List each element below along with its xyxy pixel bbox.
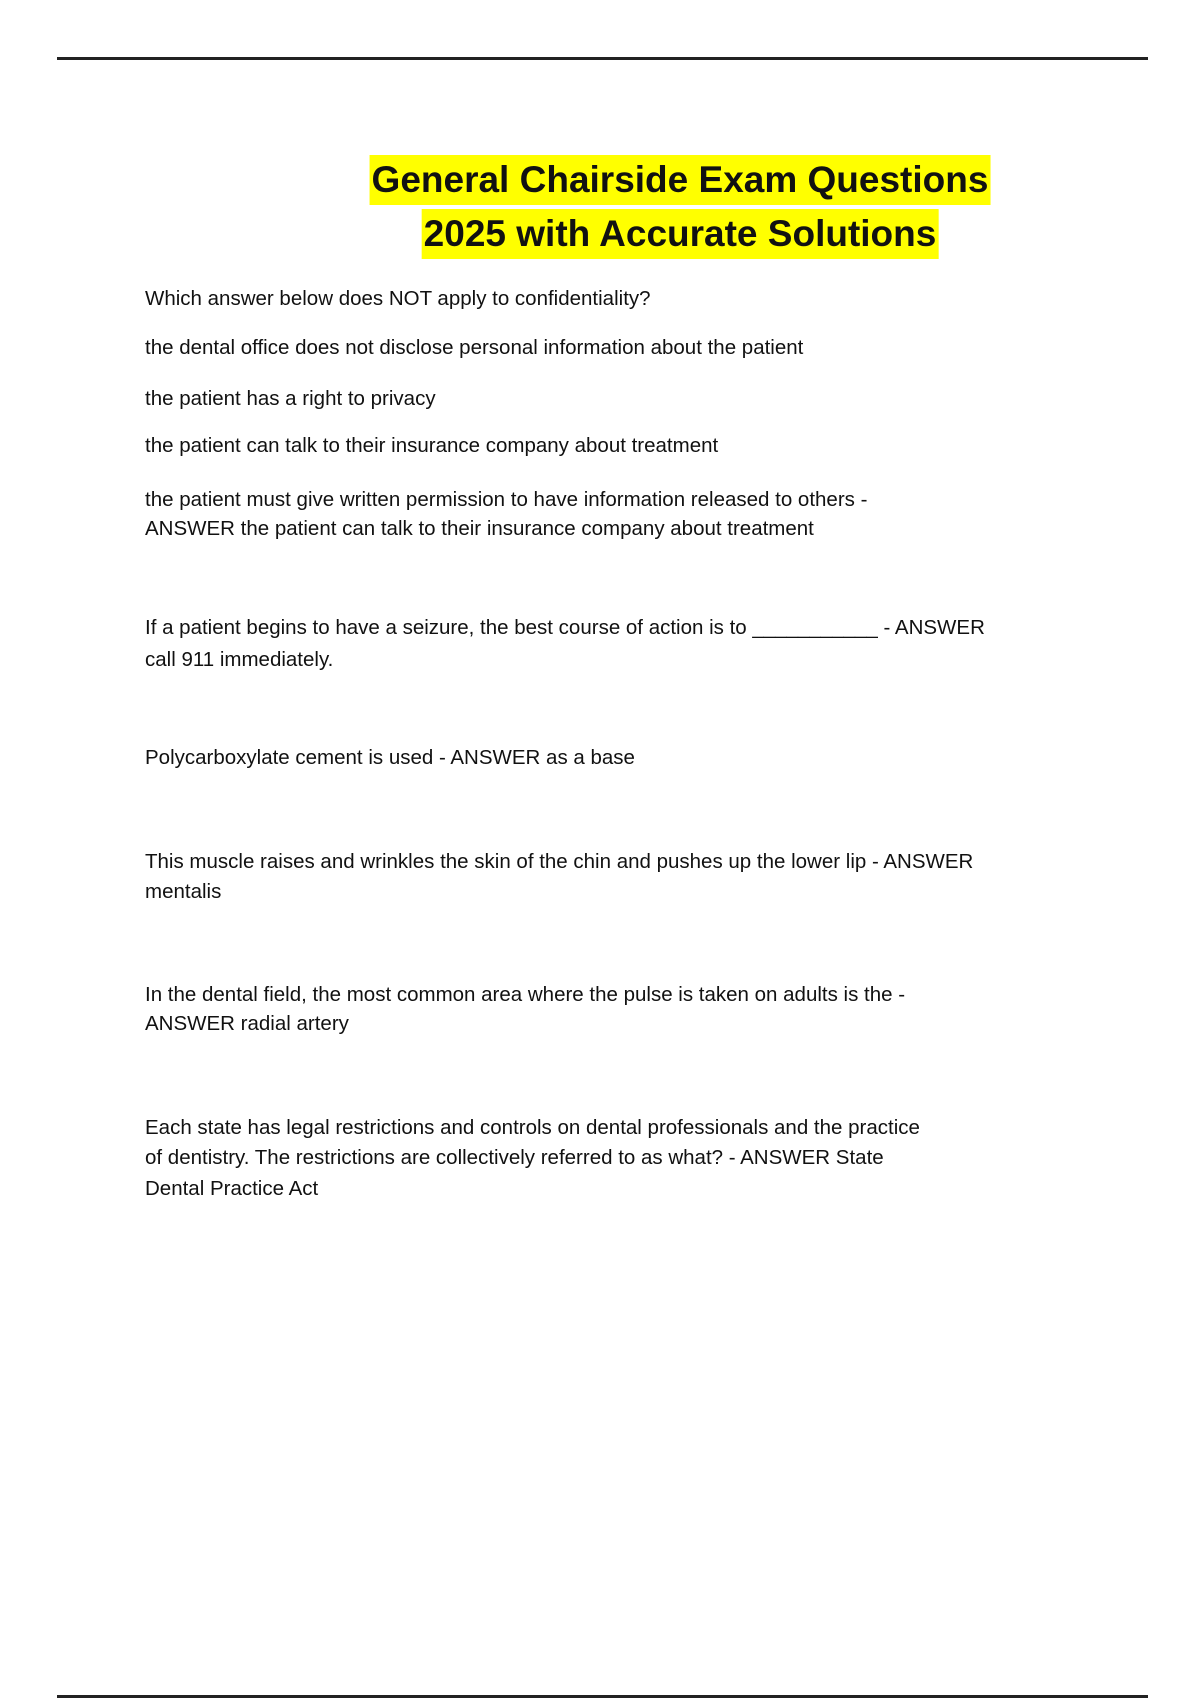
answer-line: Dental Practice Act <box>145 1177 319 1200</box>
question-line: This muscle raises and wrinkles the skin of the chin and pushes up the lower lip - ANSWER <box>145 850 974 873</box>
answer-line: mentalis <box>145 880 222 903</box>
question-line: the patient has a right to privacy <box>145 387 436 410</box>
title-line-2: 2025 with Accurate Solutions <box>422 209 939 259</box>
answer-line: ANSWER radial artery <box>145 1012 349 1035</box>
question-line: the patient can talk to their insurance company about treatment <box>145 434 719 457</box>
question-line: Which answer below does NOT apply to confidentiality? <box>145 287 651 310</box>
question-line: If a patient begins to have a seizure, the best course of action is to ___________ - ANSWER <box>145 616 985 639</box>
question-line: Polycarboxylate cement is used - ANSWER as a base <box>145 746 635 769</box>
question-line: the patient must give written permission to have information released to others - <box>145 488 868 511</box>
answer-line: ANSWER the patient can talk to their insurance company about treatment <box>145 517 814 540</box>
question-line: the dental office does not disclose personal information about the patient <box>145 336 804 359</box>
question-line: of dentistry. The restrictions are collectively referred to as what? - ANSWER State <box>145 1146 884 1169</box>
title-line-1: General Chairside Exam Questions <box>370 155 991 205</box>
question-line: In the dental field, the most common area where the pulse is taken on adults is the - <box>145 983 906 1006</box>
question-line: Each state has legal restrictions and controls on dental professionals and the practice <box>145 1116 920 1139</box>
header-rule <box>57 57 1148 60</box>
footer-rule <box>57 1695 1148 1698</box>
answer-line: call 911 immediately. <box>145 648 334 671</box>
